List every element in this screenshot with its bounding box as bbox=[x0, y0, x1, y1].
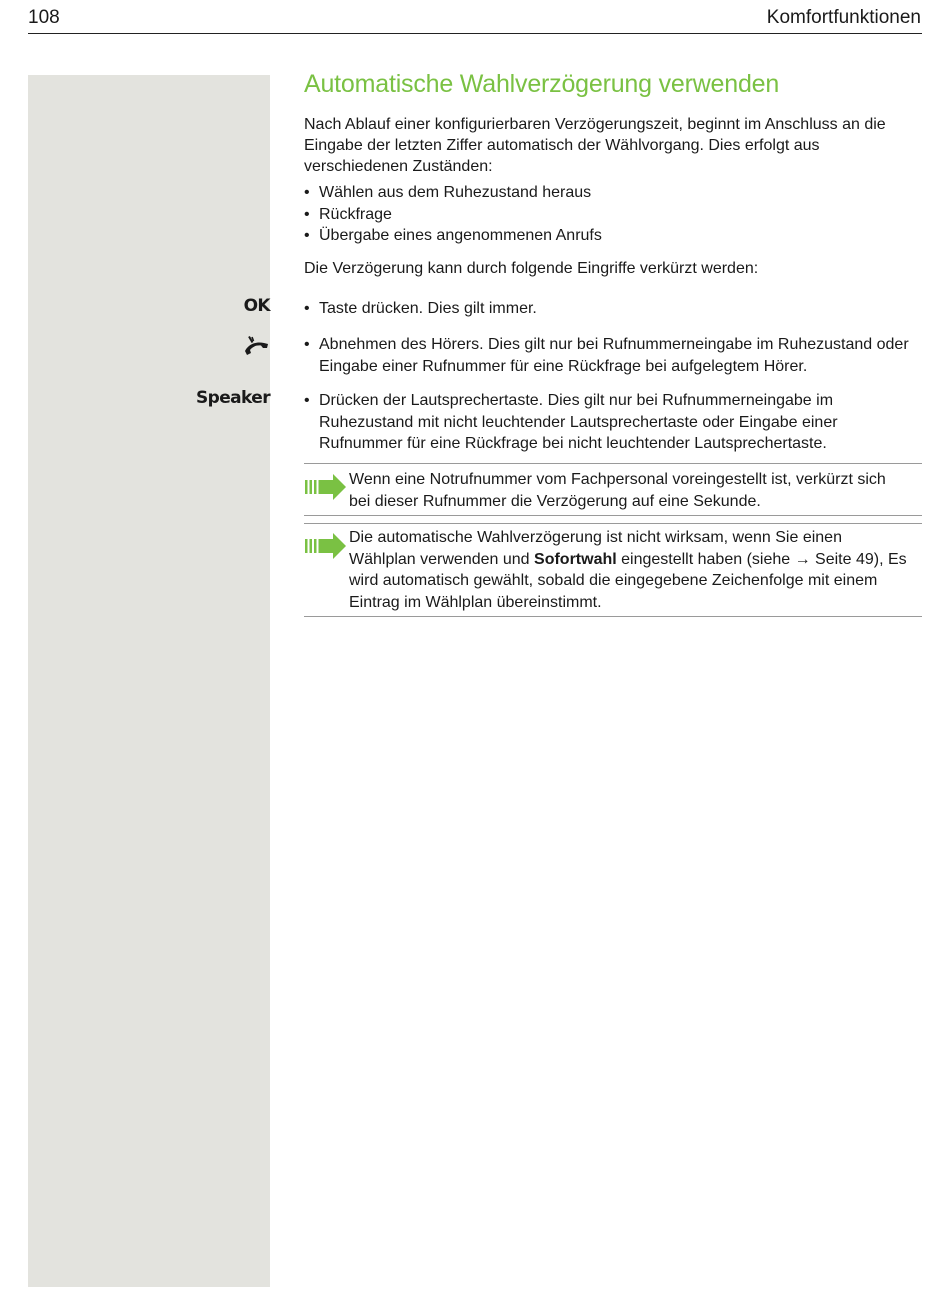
list-item: • Rückfrage bbox=[304, 204, 924, 226]
page-number: 108 bbox=[28, 7, 60, 28]
page-title: Automatische Wahlverzögerung verwenden bbox=[304, 70, 780, 98]
action-text: Taste drücken. Dies gilt immer. bbox=[319, 300, 537, 317]
sofortwahl-term: Sofortwahl bbox=[534, 550, 617, 568]
bullet-mark: • bbox=[304, 392, 310, 409]
note-text-part: Die automatische Wahlverzögerung ist nicht wirksam, wenn Sie einen Wählplan verwenden und bbox=[349, 529, 842, 568]
section-title: Komfortfunktionen bbox=[766, 7, 921, 28]
speaker-key-label: Speaker bbox=[196, 388, 270, 408]
note-text: Wenn eine Notrufnummer vom Fachpersonal voreingestellt ist, verkürzt sich bei dieser Rufnummer die Verzögerung auf eine Sekunde. bbox=[349, 471, 886, 510]
list-item: • Übergabe eines angenommenen Anrufs bbox=[304, 225, 924, 247]
bullet-mark: • bbox=[304, 300, 310, 317]
action-text: Drücken der Lautsprechertaste. Dies gilt nur bei Rufnummerneingabe im Ruhezustand mit nicht leuchtender Lautsprechertaste oder Eingabe einer Rufnummer für eine Rückfrage bei nicht leuchtender Lautsprechertaste. bbox=[319, 392, 838, 452]
note-text-part: ), Es wird automatisch gewählt, sobald die eingegebene Zeichenfolge mit einem Eintrag im Wählplan übereinstimmt. bbox=[349, 550, 907, 611]
action-text: Abnehmen des Hörers. Dies gilt nur bei Rufnummerneingabe im Ruhezustand oder Eingabe einer Rufnummer für eine Rückfrage bei aufgelegtem Hörer. bbox=[319, 336, 909, 375]
header-divider bbox=[28, 33, 922, 34]
ok-key-label: OK bbox=[243, 296, 270, 316]
action-speaker bbox=[304, 390, 922, 455]
bullet-mark: • bbox=[304, 336, 310, 353]
note-arrow-icon bbox=[305, 533, 347, 564]
shorten-intro-paragraph: Die Verzögerung kann durch folgende Eingriffe verkürzt werden: bbox=[304, 260, 759, 277]
list-item: • Wählen aus dem Ruhezustand heraus bbox=[304, 182, 924, 204]
note-arrow-icon bbox=[305, 474, 347, 505]
action-handset bbox=[304, 334, 922, 377]
note-text-part: eingestellt haben (siehe bbox=[616, 550, 795, 568]
page-reference-link[interactable]: → Seite 49 bbox=[794, 550, 874, 568]
margin-sidebar bbox=[28, 75, 270, 1287]
states-list bbox=[304, 182, 924, 247]
note-text bbox=[349, 527, 910, 613]
intro-paragraph: Nach Ablauf einer konfigurierbaren Verzögerungszeit, beginnt im Anschluss an die Eingabe der letzten Ziffer automatisch der Wählvorgang. Dies erfolgt aus verschiedenen Zuständen: bbox=[304, 116, 886, 175]
note-emergency bbox=[304, 463, 922, 516]
action-ok bbox=[304, 298, 922, 320]
handset-lift-icon bbox=[242, 334, 270, 358]
note-dialplan bbox=[304, 523, 922, 617]
